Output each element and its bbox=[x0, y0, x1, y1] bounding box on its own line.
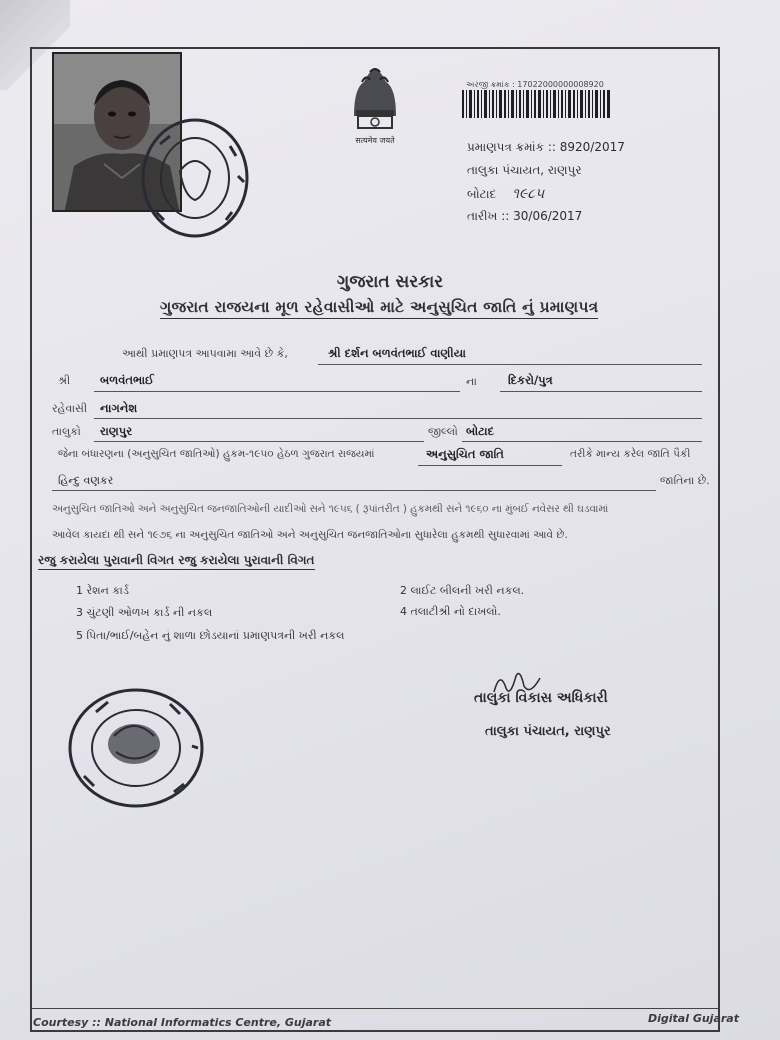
application-number-label: અરજી ક્રમાંક : bbox=[466, 80, 515, 89]
footer-courtesy: Courtesy :: National Informatics Centre, Gujarat bbox=[33, 1016, 332, 1029]
issuing-office: તાલુકા પંચાયત, રાણપુર bbox=[467, 163, 582, 177]
issue-date-label: તારીખ :: bbox=[467, 209, 510, 223]
district-label: જીલ્લો bbox=[428, 425, 458, 438]
caste-value: હિન્દુ વણકર bbox=[58, 474, 114, 487]
taluka-panchayat-stamp bbox=[66, 686, 206, 810]
taluka-value: રાણપુર bbox=[100, 424, 133, 438]
shri-label: શ્રી bbox=[58, 374, 71, 387]
office-seal-top bbox=[140, 116, 250, 240]
category-value: અનુસુચિત જાતિ bbox=[426, 447, 504, 461]
caste-suffix: જાતિના છે. bbox=[660, 474, 710, 487]
caste-underline bbox=[52, 490, 656, 491]
holder-name: શ્રી દર્શન બળવંતભાઈ વાણીયા bbox=[328, 346, 466, 360]
category-underline bbox=[418, 465, 562, 466]
application-number-value: 17022000000008920 bbox=[517, 80, 604, 89]
amendment-line-2: આવેલ કાયદા થી સને ૧૯૭૬ ના અનુસુચિત જાતિઓ અને અનુસુચિત જનજાતિઓના સુધારેલા હુકમથી સુધારવામાં આવે છે. bbox=[52, 529, 568, 541]
evidence-item-1: 1 રેશન કાર્ડ bbox=[76, 584, 129, 597]
village-value: નાગનેશ bbox=[100, 401, 138, 415]
recognized-text: તરીકે માન્ય કરેલ જાતિ પૈકી bbox=[570, 448, 691, 460]
application-number bbox=[466, 80, 604, 90]
footer-brand: Digital Gujarat bbox=[648, 1012, 739, 1025]
certificate-number-label: પ્રમાણપત્ર ક્રમાંક :: bbox=[467, 140, 556, 154]
footer-divider bbox=[30, 1008, 720, 1009]
evidence-item-4: 4 તલાટીશ્રી નો દાખલો. bbox=[400, 605, 501, 618]
relation-value: દિકરો/પુત્ર bbox=[508, 373, 553, 387]
officer-designation: તાલુકા વિકાસ અધિકારી bbox=[474, 690, 608, 706]
of-label: ના bbox=[466, 375, 477, 388]
issue-date bbox=[467, 209, 582, 224]
holder-name-underline bbox=[318, 364, 702, 365]
certificate-title: ગુજરાત રાજયના મૂળ રહેવાસીઓ માટે અનુસુચિત જાતિ નું પ્રમાણપત્ર bbox=[160, 298, 598, 319]
barcode-icon bbox=[462, 90, 612, 118]
village-underline bbox=[94, 418, 702, 419]
father-name-underline bbox=[94, 391, 460, 392]
district-underline bbox=[462, 441, 702, 442]
certificate-number bbox=[467, 140, 625, 155]
government-title: ગુજરાત સરકાર bbox=[336, 272, 444, 292]
district-value: બોટાદ bbox=[466, 424, 495, 438]
officer-office: તાલુકા પંચાયત, રાણપુર bbox=[485, 724, 611, 739]
relation-underline bbox=[500, 391, 702, 392]
amendment-line-1: અનુસુચિત જાતિઓ અને અનુસુચિત જનજાતિઓની યાદીઓ સને ૧૯૫૬ ( રૂપાંતરીત ) હુકમથી સને ૧૯૬૦ ના મુંબઈ નવેસર થી ઘડવામાં bbox=[52, 503, 609, 515]
evidence-item-5: 5 પિતા/ભાઈ/બહેન નું શાળા છોડયાનાં પ્રમાણપત્રની ખરી નકલ bbox=[76, 629, 345, 642]
inward-district-label: બોટાદ bbox=[467, 187, 497, 201]
inward-number bbox=[467, 186, 544, 202]
taluka-underline bbox=[94, 441, 424, 442]
intro-text: આથી પ્રમાણપત્ર આપવામા આવે છે કે, bbox=[122, 347, 288, 360]
resident-label: રહેવાસી bbox=[52, 402, 88, 415]
constitution-text: જેના બંધારણના (અનુસુચિત જાતિઓ) હુકમ-૧૯૫૦ હેઠળ ગુજરાત રાજયમાં bbox=[58, 448, 375, 460]
evidence-item-2: 2 લાઈટ બીલની ખરી નકલ. bbox=[400, 584, 525, 597]
evidence-item-3: 3 ચુંટણી ઓળખ કાર્ડ ની નકલ bbox=[76, 606, 213, 619]
evidence-heading: રજુ કરાયેલા પુરાવાની વિગત રજુ કરાયેલા પુરાવાની વિગત bbox=[38, 553, 315, 570]
issue-date-value: 30/06/2017 bbox=[513, 209, 583, 223]
taluka-label: તાલુકો bbox=[52, 425, 81, 438]
certificate-number-value: 8920/2017 bbox=[559, 140, 625, 154]
emblem-motto: सत्यमेव जयते bbox=[355, 136, 395, 145]
father-name: બળવંતભાઈ bbox=[100, 373, 154, 387]
inward-number-value: ૧૯૮૫ bbox=[512, 186, 545, 202]
